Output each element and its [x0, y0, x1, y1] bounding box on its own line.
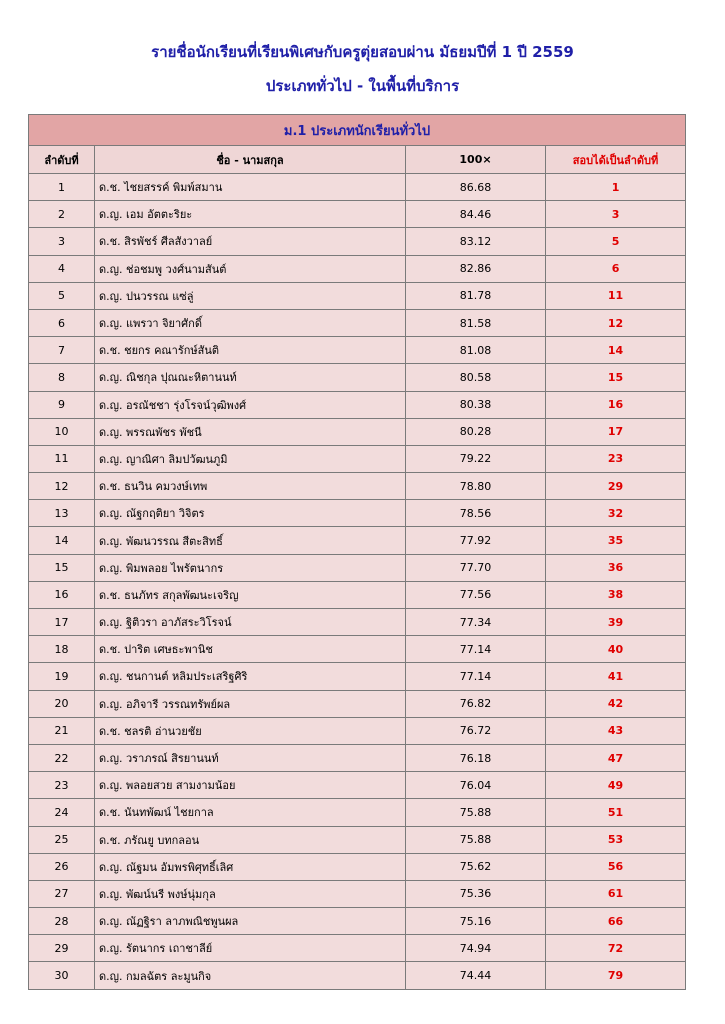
cell-score: 77.70	[406, 554, 546, 581]
cell-score: 74.94	[406, 935, 546, 962]
cell-rank: 42	[546, 690, 686, 717]
cell-rank: 47	[546, 744, 686, 771]
cell-score: 76.72	[406, 717, 546, 744]
cell-name: ด.ญ. ญาณิศา ลิมปวัฒนภูมิ	[95, 445, 406, 472]
cell-name: ด.ญ. วราภรณ์ สิรยานนท์	[95, 744, 406, 771]
cell-rank: 1	[546, 174, 686, 201]
cell-score: 81.08	[406, 337, 546, 364]
cell-score: 75.88	[406, 799, 546, 826]
table-band-title: ม.1 ประเภทนักเรียนทั่วไป	[29, 115, 686, 146]
table-row	[29, 527, 686, 554]
cell-no: 7	[29, 337, 95, 364]
table-row	[29, 473, 686, 500]
cell-score: 75.36	[406, 880, 546, 907]
cell-no: 30	[29, 962, 95, 989]
table-row	[29, 282, 686, 309]
cell-name: ด.ญ. ช่อชมพู วงศ์นามสันต์	[95, 255, 406, 282]
cell-no: 23	[29, 772, 95, 799]
cell-score: 86.68	[406, 174, 546, 201]
cell-name: ด.ญ. ฐิติวรา อาภัสระวิโรจน์	[95, 609, 406, 636]
cell-score: 80.28	[406, 418, 546, 445]
cell-rank: 36	[546, 554, 686, 581]
cell-name: ด.ญ. ณัฐมน อัมพรพิศุทธิ์เลิศ	[95, 853, 406, 880]
cell-no: 11	[29, 445, 95, 472]
cell-rank: 40	[546, 636, 686, 663]
cell-no: 21	[29, 717, 95, 744]
cell-name: ด.ญ. ณิชกุล ปุณณะหิตานนท์	[95, 364, 406, 391]
results-table	[28, 114, 686, 990]
cell-name: ด.ญ. แพรวา จิยาศักดิ์	[95, 309, 406, 336]
cell-no: 5	[29, 282, 95, 309]
cell-name: ด.ช. ปาริต เศษธะพานิช	[95, 636, 406, 663]
table-row	[29, 826, 686, 853]
cell-rank: 53	[546, 826, 686, 853]
cell-rank: 49	[546, 772, 686, 799]
cell-no: 15	[29, 554, 95, 581]
cell-rank: 17	[546, 418, 686, 445]
cell-no: 26	[29, 853, 95, 880]
cell-name: ด.ญ. พิมพลอย ไพรัตนากร	[95, 554, 406, 581]
cell-score: 78.80	[406, 473, 546, 500]
cell-rank: 23	[546, 445, 686, 472]
table-row	[29, 772, 686, 799]
cell-name: ด.ญ. พรรณพัชร พัชนี	[95, 418, 406, 445]
cell-name: ด.ญ. ณัฏฐิรา ลาภพณิชพูนผล	[95, 908, 406, 935]
cell-score: 79.22	[406, 445, 546, 472]
cell-name: ด.ญ. กมลฉัตร ละมูนกิจ	[95, 962, 406, 989]
cell-no: 8	[29, 364, 95, 391]
table-row	[29, 309, 686, 336]
cell-rank: 43	[546, 717, 686, 744]
cell-rank: 35	[546, 527, 686, 554]
cell-name: ด.ญ. รัตนากร เถาชาลีย์	[95, 935, 406, 962]
cell-no: 12	[29, 473, 95, 500]
cell-score: 78.56	[406, 500, 546, 527]
cell-rank: 66	[546, 908, 686, 935]
cell-score: 75.62	[406, 853, 546, 880]
cell-rank: 41	[546, 663, 686, 690]
cell-no: 9	[29, 391, 95, 418]
table-row	[29, 799, 686, 826]
cell-no: 22	[29, 744, 95, 771]
cell-score: 77.14	[406, 663, 546, 690]
cell-no: 2	[29, 201, 95, 228]
cell-rank: 32	[546, 500, 686, 527]
table-row	[29, 962, 686, 989]
table-row	[29, 337, 686, 364]
cell-name: ด.ช. ชลรติ อ่านวยชัย	[95, 717, 406, 744]
table-row	[29, 581, 686, 608]
table-row	[29, 935, 686, 962]
cell-score: 75.16	[406, 908, 546, 935]
cell-no: 14	[29, 527, 95, 554]
table-body	[29, 174, 686, 990]
cell-name: ด.ช. สิรพัชร์ ศีลสังวาลย์	[95, 228, 406, 255]
cell-score: 77.34	[406, 609, 546, 636]
cell-score: 76.18	[406, 744, 546, 771]
table-row	[29, 663, 686, 690]
cell-score: 82.86	[406, 255, 546, 282]
cell-no: 17	[29, 609, 95, 636]
cell-no: 16	[29, 581, 95, 608]
cell-score: 81.58	[406, 309, 546, 336]
cell-score: 77.92	[406, 527, 546, 554]
table-row	[29, 391, 686, 418]
cell-rank: 39	[546, 609, 686, 636]
table-band-row	[29, 115, 686, 146]
cell-name: ด.ช. ธนวิน คมวงษ์เทพ	[95, 473, 406, 500]
cell-no: 24	[29, 799, 95, 826]
cell-score: 74.44	[406, 962, 546, 989]
cell-no: 28	[29, 908, 95, 935]
cell-rank: 38	[546, 581, 686, 608]
table-row	[29, 255, 686, 282]
cell-score: 84.46	[406, 201, 546, 228]
cell-rank: 5	[546, 228, 686, 255]
cell-score: 75.88	[406, 826, 546, 853]
table-row	[29, 636, 686, 663]
cell-name: ด.ช. นันทพัฒน์ ไชยกาล	[95, 799, 406, 826]
cell-name: ด.ญ. ชนกานต์ หลิมประเสริฐศิริ	[95, 663, 406, 690]
table-row	[29, 174, 686, 201]
cell-name: ด.ญ. เอม อัตตะริยะ	[95, 201, 406, 228]
header-no: ลำดับที่	[29, 146, 95, 174]
table-row	[29, 445, 686, 472]
table-row	[29, 228, 686, 255]
table-row	[29, 908, 686, 935]
cell-no: 10	[29, 418, 95, 445]
cell-rank: 29	[546, 473, 686, 500]
table-row	[29, 418, 686, 445]
cell-rank: 11	[546, 282, 686, 309]
cell-rank: 14	[546, 337, 686, 364]
header-score: 100×	[406, 146, 546, 174]
cell-name: ด.ญ. พลอยสวย สามงามน้อย	[95, 772, 406, 799]
table-row	[29, 744, 686, 771]
cell-name: ด.ช. ไชยสรรค์ พิมพ์สมาน	[95, 174, 406, 201]
cell-score: 80.38	[406, 391, 546, 418]
cell-name: ด.ญ. อรณัชชา รุ่งโรจน์วุฒิพงศ์	[95, 391, 406, 418]
table-row	[29, 500, 686, 527]
table-row	[29, 690, 686, 717]
cell-no: 6	[29, 309, 95, 336]
cell-no: 3	[29, 228, 95, 255]
cell-score: 83.12	[406, 228, 546, 255]
document-title: รายชื่อนักเรียนที่เรียนพิเศษกับครูตุ่ยสอบผ่าน มัธยมปีที่ 1 ปี 2559	[151, 43, 574, 61]
cell-rank: 79	[546, 962, 686, 989]
cell-rank: 72	[546, 935, 686, 962]
cell-no: 20	[29, 690, 95, 717]
cell-rank: 12	[546, 309, 686, 336]
cell-rank: 3	[546, 201, 686, 228]
cell-rank: 51	[546, 799, 686, 826]
cell-score: 76.82	[406, 690, 546, 717]
cell-score: 77.14	[406, 636, 546, 663]
cell-no: 27	[29, 880, 95, 907]
cell-name: ด.ญ. ณัฐกฤติยา วิจิตร	[95, 500, 406, 527]
table-row	[29, 364, 686, 391]
cell-rank: 15	[546, 364, 686, 391]
cell-no: 1	[29, 174, 95, 201]
cell-no: 29	[29, 935, 95, 962]
cell-rank: 6	[546, 255, 686, 282]
cell-score: 76.04	[406, 772, 546, 799]
cell-rank: 56	[546, 853, 686, 880]
table-row	[29, 201, 686, 228]
cell-no: 13	[29, 500, 95, 527]
cell-name: ด.ญ. พัฒน์นรี พงษ์นุ่มกุล	[95, 880, 406, 907]
cell-name: ด.ช. ชยกร คณารักษ์สันติ	[95, 337, 406, 364]
cell-no: 4	[29, 255, 95, 282]
cell-no: 25	[29, 826, 95, 853]
cell-rank: 61	[546, 880, 686, 907]
cell-name: ด.ช. ภรัณยู บทกลอน	[95, 826, 406, 853]
cell-no: 19	[29, 663, 95, 690]
cell-score: 80.58	[406, 364, 546, 391]
header-rank: สอบได้เป็นลำดับที่	[546, 146, 686, 174]
table-row	[29, 717, 686, 744]
header-name: ชื่อ - นามสกุล	[95, 146, 406, 174]
table-row	[29, 853, 686, 880]
cell-no: 18	[29, 636, 95, 663]
table-row	[29, 554, 686, 581]
cell-name: ด.ช. ธนภัทร สกุลพัฒนะเจริญ	[95, 581, 406, 608]
cell-score: 81.78	[406, 282, 546, 309]
table-header-row	[29, 146, 686, 174]
table-row	[29, 609, 686, 636]
table-row	[29, 880, 686, 907]
cell-name: ด.ญ. อภิจารี วรรณทรัพย์ผล	[95, 690, 406, 717]
cell-name: ด.ญ. ปนวรรณ แซ่ลู่	[95, 282, 406, 309]
cell-rank: 16	[546, 391, 686, 418]
cell-name: ด.ญ. พัฒนวรรณ สีตะสิทธิ์	[95, 527, 406, 554]
document-subtitle: ประเภททั่วไป - ในพื้นที่บริการ	[265, 77, 460, 95]
cell-score: 77.56	[406, 581, 546, 608]
